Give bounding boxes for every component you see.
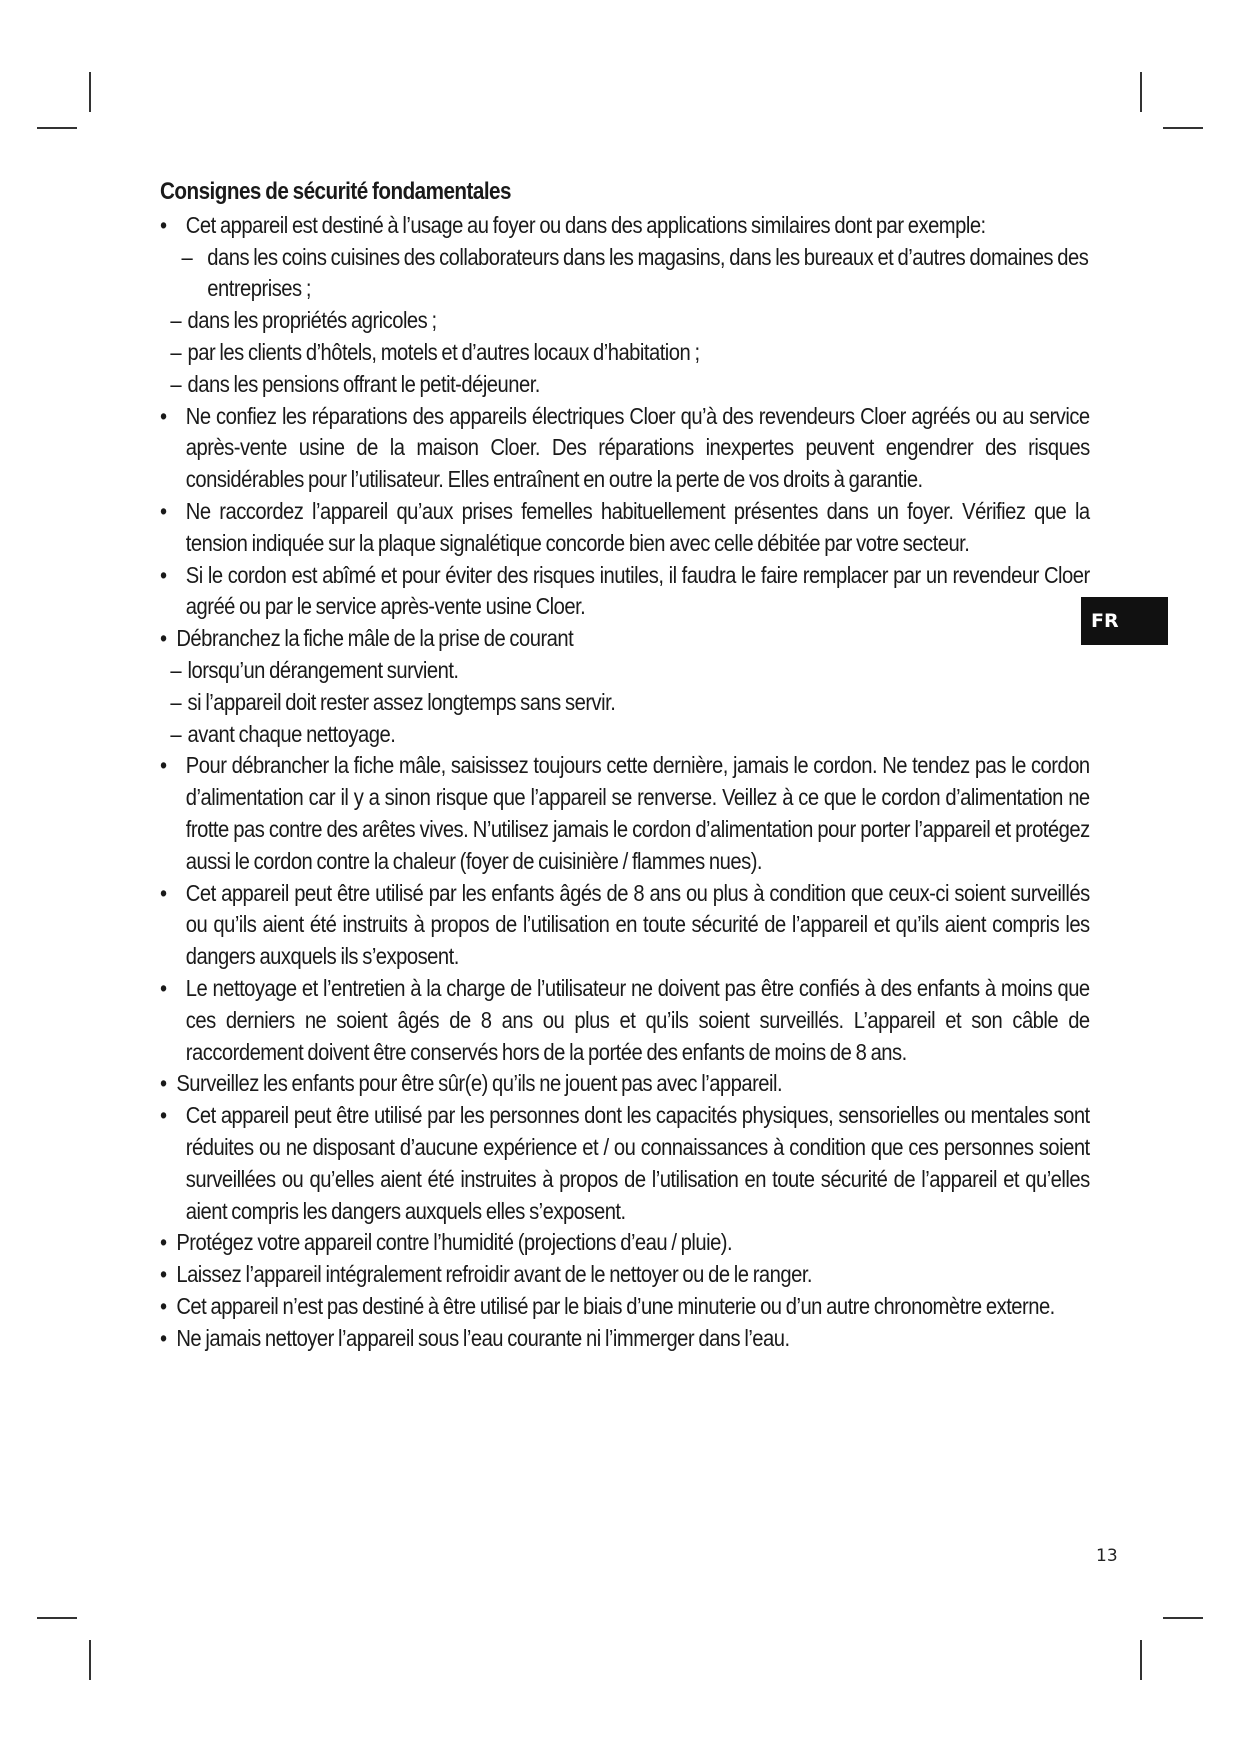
usage-example [182,242,1090,306]
bullet: • [160,974,167,1001]
dash: – [170,720,182,747]
humidity-text: Protégez votre appareil contre l’humidité (projections d’eau / pluie). [176,1229,733,1256]
unplug-item [160,623,1090,655]
unplugging-text: Pour débrancher la fiche mâle, saisissez toujours cette dernière, jamais le cordon. Ne tendez pas le cordon d’alimentation car il y a sinon risque que l’appareil se renverse. Veillez à ce que le cordon d’alimentation ne frotte pas contre des arêtes vives. N’utilisez jamais le cordon d’alimentation pour porter l’appareil et protégez aussi le cordon contre la chaleur (foyer de cuisinière / flammes nues). [185,752,1090,874]
bullet: • [160,1324,167,1351]
dash: – [170,688,182,715]
unplug-case-text: lorsqu’un dérangement survient. [187,656,459,683]
unplug-case [170,687,1089,719]
bullet: • [160,752,167,779]
children-cleaning-text: Le nettoyage et l’entretien à la charge de l’utilisateur ne doivent pas être confiés à des enfants à moins que ces derniers ne soient âgés de 8 ans ou plus et qu’ils soient surveillés. L’appareil et son câble de raccordement doivent être conservés hors de la portée des enfants de moins de 8 ans. [185,974,1090,1065]
dash: – [170,370,182,397]
children-use-item [160,878,1090,973]
usage-example-text: dans les coins cuisines des collaborateurs dans les magasins, dans les bureaux et d’autres domaines des entreprises ; [207,243,1089,302]
children-cleaning-item [160,973,1090,1068]
bullet: • [160,561,167,588]
water-text: Ne jamais nettoyer l’appareil sous l’eau courante ni l’immerger dans l’eau. [176,1324,790,1351]
usage-example-text: dans les pensions offrant le petit-déjeuner. [187,370,540,397]
reduced-capacities-text: Cet appareil peut être utilisé par les personnes dont les capacités physiques, sensorielles ou mentales sont réduites ou ne disposant d’aucune expérience et / ou connaissances à condition que ces personnes soient surveillées ou qu’elles aient été instruites à propos de l’utilisation en toute sécurité de l’appareil et qu’elles aient compris les dangers auxquels elles s’exposent. [185,1102,1090,1224]
supervise-children-item [160,1068,1090,1100]
bullet: • [160,1102,167,1129]
children-use-text: Cet appareil peut être utilisé par les enfants âgés de 8 ans ou plus à condition que ceux-ci soient surveillés ou qu’ils aient été instruits à propos de l’utilisation en toute sécurité de l’appareil et qu’ils aient compris les dangers auxquels ils s’exposent. [185,879,1090,970]
safety-instructions [160,176,1090,1354]
usage-intro: Cet appareil est destiné à l’usage au foyer ou dans des applications similaires dont par exemple: [185,211,986,238]
dash: – [170,338,182,365]
crop-mark-top-left-h [37,127,77,129]
timer-text: Cet appareil n’est pas destiné à être utilisé par le biais d’une minuterie ou d’un autre chronomètre externe. [176,1292,1055,1319]
crop-mark-bottom-right [1140,1640,1142,1680]
repairs-item [160,401,1090,496]
water-item [160,1323,1090,1355]
usage-example-text: dans les propriétés agricoles ; [187,307,437,334]
unplugging-item [160,750,1090,877]
unplug-case-text: si l’appareil doit rester assez longtemps sans servir. [187,688,616,715]
unplug-intro: Débranchez la fiche mâle de la prise de courant [176,625,574,652]
dash: – [170,656,182,683]
bullet: • [160,1229,167,1256]
unplug-case-text: avant chaque nettoyage. [187,720,396,747]
crop-mark-bottom-left-h [37,1617,77,1619]
sockets-text: Ne raccordez l’appareil qu’aux prises femelles habituellement présentes dans un foyer. Vérifiez que la tension indiquée sur la plaque signalétique concorde bien avec celle débitée par votre secteur. [185,497,1090,556]
bullet: • [160,211,167,238]
usage-example [170,305,1089,337]
cooling-text: Laissez l’appareil intégralement refroidir avant de le nettoyer ou de le ranger. [176,1261,813,1288]
crop-mark-bottom-right-h [1163,1617,1203,1619]
cooling-item [160,1259,1090,1291]
bullet: • [160,879,167,906]
bullet: • [160,402,167,429]
crop-mark-bottom-left [89,1640,91,1680]
humidity-item [160,1227,1090,1259]
language-tab: FR [1081,597,1168,645]
crop-mark-top-left [89,72,91,112]
usage-example [170,337,1089,369]
dash: – [170,307,182,334]
bullet: • [160,497,167,524]
damaged-cord-text: Si le cordon est abîmé et pour éviter des risques inutiles, il faudra le faire remplacer par un revendeur Cloer agréé ou par le service après-vente usine Cloer. [185,561,1090,620]
reduced-capacities-item [160,1100,1090,1227]
unplug-case [170,719,1089,751]
section-title: Consignes de sécurité fondamentales [160,178,511,205]
crop-mark-top-right-h [1163,127,1203,129]
bullet: • [160,1292,167,1319]
repairs-text: Ne confiez les réparations des appareils électriques Cloer qu’à des revendeurs Cloer agréés ou au service après-vente usine de la maison Cloer. Des réparations inexpertes peuvent engendrer des risques considérables pour l’utilisateur. Elles entraînent en outre la perte de vos droits à garantie. [185,402,1090,493]
timer-item [160,1291,1090,1323]
supervise-children-text: Surveillez les enfants pour être sûr(e) qu’ils ne jouent pas avec l’appareil. [176,1070,783,1097]
page-number: 13 [1096,1546,1118,1566]
dash: – [181,243,193,270]
usage-item [160,210,1090,242]
bullet: • [160,1261,167,1288]
sockets-item [160,496,1090,560]
crop-mark-top-right [1140,72,1142,112]
usage-example-text: par les clients d’hôtels, motels et d’autres locaux d’habitation ; [187,338,700,365]
bullet: • [160,625,167,652]
damaged-cord-item [160,560,1090,624]
bullet: • [160,1070,167,1097]
unplug-case [170,655,1089,687]
usage-example [170,369,1089,401]
